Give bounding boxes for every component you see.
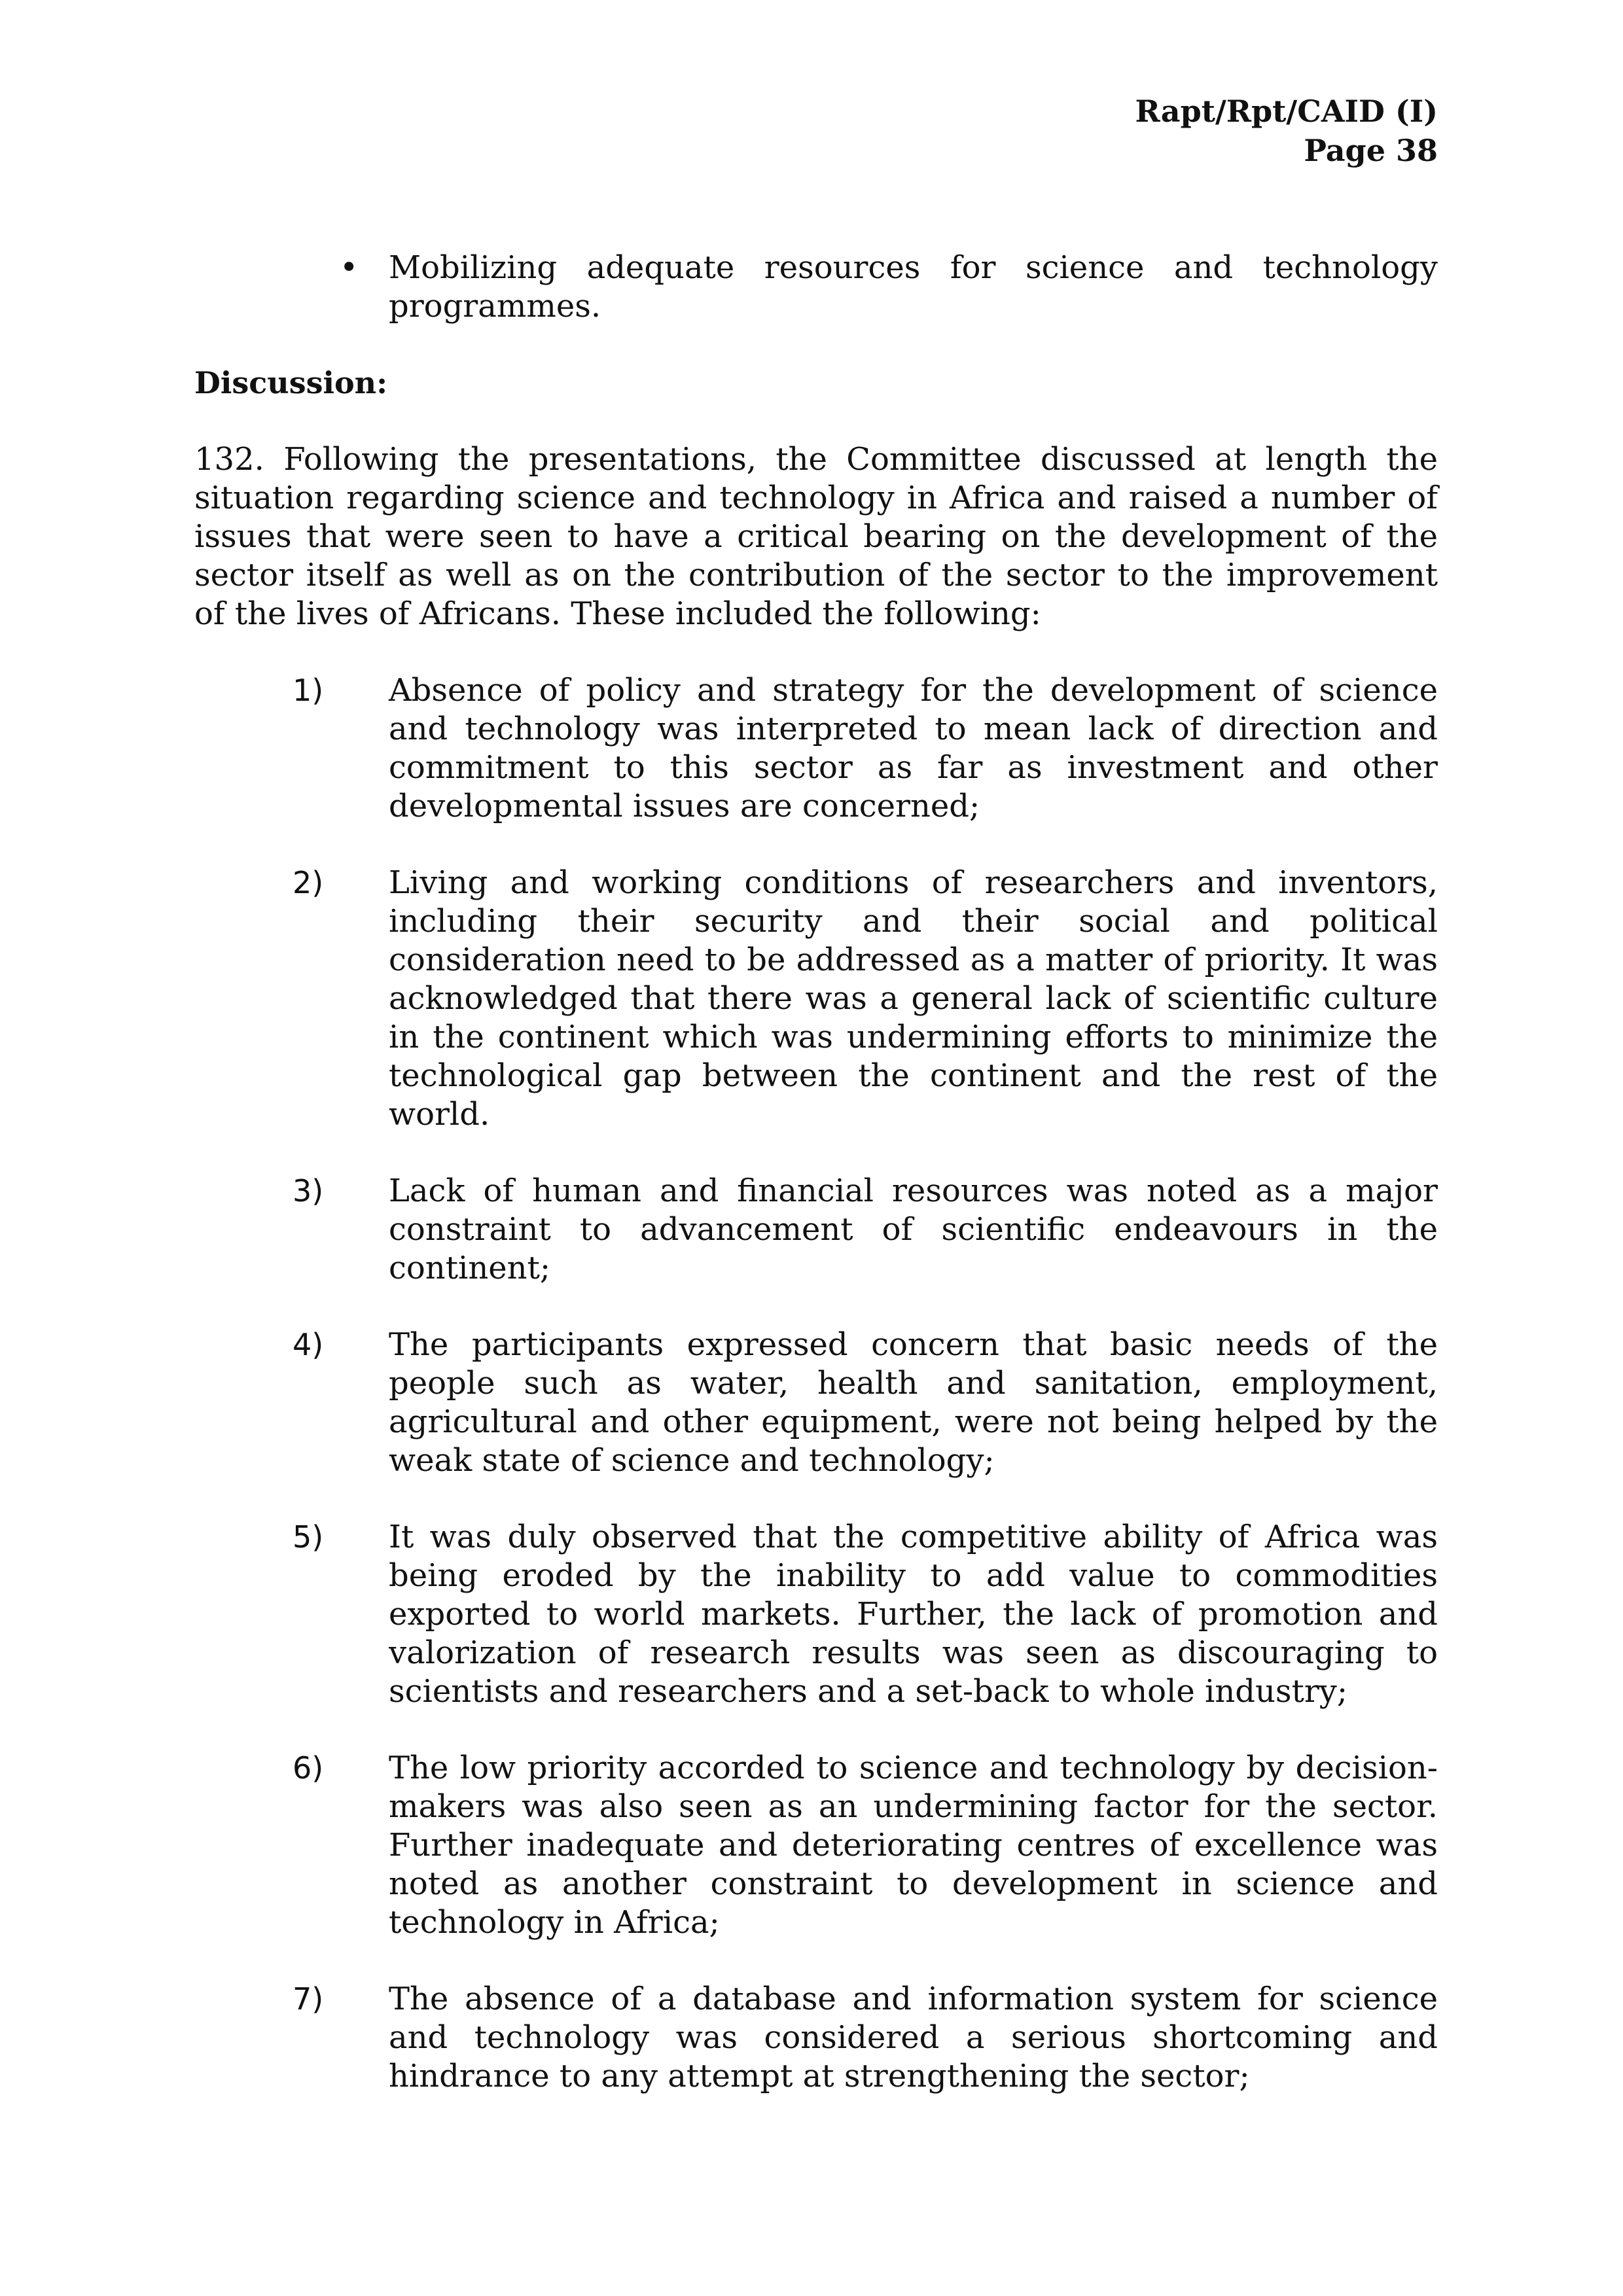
list-item xyxy=(194,1980,1438,2096)
list-item xyxy=(194,1749,1438,1942)
list-item xyxy=(194,864,1438,1134)
section-heading-discussion: Discussion: xyxy=(194,365,388,400)
numbered-list xyxy=(194,671,1438,2096)
list-item xyxy=(194,1172,1438,1288)
bullet-text: Mobilizing adequate resources for science and technology programmes. xyxy=(389,249,1438,325)
bullet-icon: • xyxy=(340,249,359,286)
list-item-number: 1) xyxy=(293,673,324,708)
bullet-item xyxy=(194,249,1438,326)
list-item-number: 4) xyxy=(293,1327,324,1362)
list-item-number: 3) xyxy=(293,1173,324,1209)
list-item-text: It was duly observed that the competitive ability of Africa was being eroded by the inability to add value to commodities exported to world markets. Further, the lack of promotion and valorization of research results was seen as discouraging to scientists and researchers and a set-back to whole industry; xyxy=(389,1519,1438,1710)
list-item-number: 6) xyxy=(293,1750,324,1786)
list-item-text: The absence of a database and information system for science and technology was considered a serious shortcoming and hindrance to any attempt at strengthening the sector; xyxy=(389,1981,1438,2094)
list-item-number: 2) xyxy=(293,865,324,900)
paragraph-132: 132. Following the presentations, the Committee discussed at length the situation regarding science and technology in Africa and raised a number of issues that were seen to have a critical bearing on the development of the sector itself as well as on the contribution of the sector to the improvement of the lives of Africans. These included the following: xyxy=(194,441,1438,632)
document-page xyxy=(194,92,1438,2134)
list-item-text: Lack of human and financial resources was noted as a major constraint to advancement of scientific endeavours in the continent; xyxy=(389,1173,1438,1286)
page-header xyxy=(194,92,1438,170)
document-reference: Rapt/Rpt/CAID (I) xyxy=(1135,94,1438,129)
list-item-number: 7) xyxy=(293,1981,324,2017)
list-item-text: Absence of policy and strategy for the development of science and technology was interpreted to mean lack of direction and commitment to this sector as far as investment and other developmental issues are concerned; xyxy=(389,672,1438,824)
list-item-text: The low priority accorded to science and technology by decision-makers was also seen as an undermining factor for the sector. Further inadequate and deteriorating centres of excellence was noted as another constraint to development in science and technology in Africa; xyxy=(389,1750,1438,1941)
list-item-text: The participants expressed concern that basic needs of the people such as water, health and sanitation, employment, agricultural and other equipment, were not being helped by the weak state of science and technology; xyxy=(389,1326,1438,1479)
list-item-number: 5) xyxy=(293,1519,324,1555)
list-item xyxy=(194,1518,1438,1711)
list-item-text: Living and working conditions of researchers and inventors, including their security and their social and political consideration need to be addressed as a matter of priority. It was acknowledged that there was a general lack of scientific culture in the continent which was undermining efforts to minimize the technological gap between the continent and the rest of the world. xyxy=(389,864,1438,1133)
list-item xyxy=(194,671,1438,826)
page-number: Page 38 xyxy=(1304,133,1438,168)
list-item xyxy=(194,1326,1438,1480)
